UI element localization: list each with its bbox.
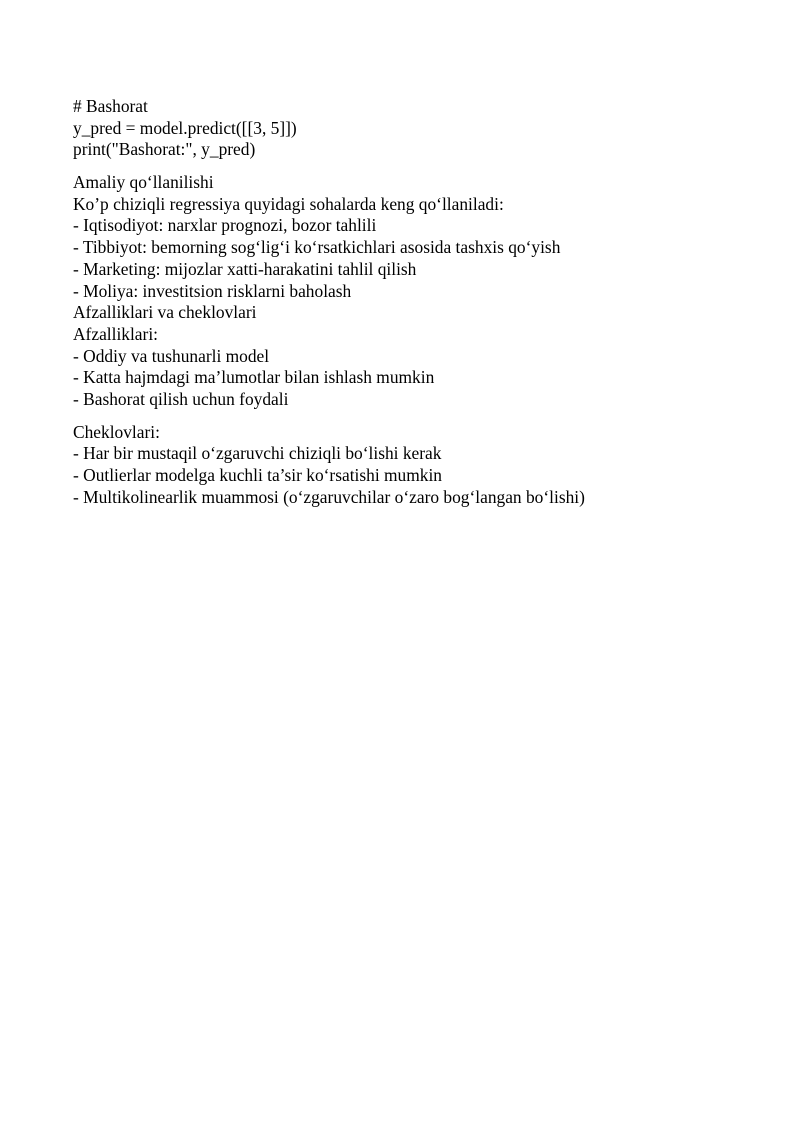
list-item: - Multikolinearlik muammosi (o‘zgaruvchilar o‘zaro bog‘langan bo‘lishi) — [73, 486, 585, 507]
code-line-print: print("Bashorat:", y_pred) — [73, 139, 256, 160]
list-item: - Outlierlar modelga kuchli ta’sir ko‘rsatishi mumkin — [73, 465, 442, 485]
application-intro: Ko’p chiziqli regressiya quyidagi sohalarda keng qo‘llaniladi: — [73, 193, 504, 214]
section-heading-pros-cons: Afzalliklari va cheklovlari — [73, 302, 257, 323]
section-heading-application: Amaliy qo‘llanilishi — [73, 172, 214, 193]
list-item: - Tibbiyot: bemorning sog‘lig‘i ko‘rsatkichlari asosida tashxis qo‘yish — [73, 237, 561, 258]
code-line-predict: y_pred = model.predict([[3, 5]]) — [73, 117, 297, 138]
list-item: - Katta hajmdagi ma’lumotlar bilan ishlash mumkin — [73, 367, 435, 388]
list-item: - Bashorat qilish uchun foydali — [73, 388, 289, 409]
code-comment: # Bashorat — [73, 96, 148, 116]
paragraph-gap — [73, 411, 753, 422]
cons-heading: Cheklovlari: — [73, 421, 160, 442]
paragraph-gap — [73, 161, 753, 172]
pros-heading: Afzalliklari: — [73, 323, 158, 344]
list-item: - Har bir mustaqil o‘zgaruvchi chiziqli bo‘lishi kerak — [73, 443, 442, 464]
list-item: - Moliya: investitsion risklarni baholash — [73, 280, 352, 301]
list-item: - Iqtisodiyot: narxlar prognozi, bozor tahlili — [73, 215, 377, 236]
list-item: - Oddiy va tushunarli model — [73, 345, 270, 366]
document-body — [73, 96, 753, 508]
list-item: - Marketing: mijozlar xatti-harakatini tahlil qilish — [73, 258, 417, 279]
